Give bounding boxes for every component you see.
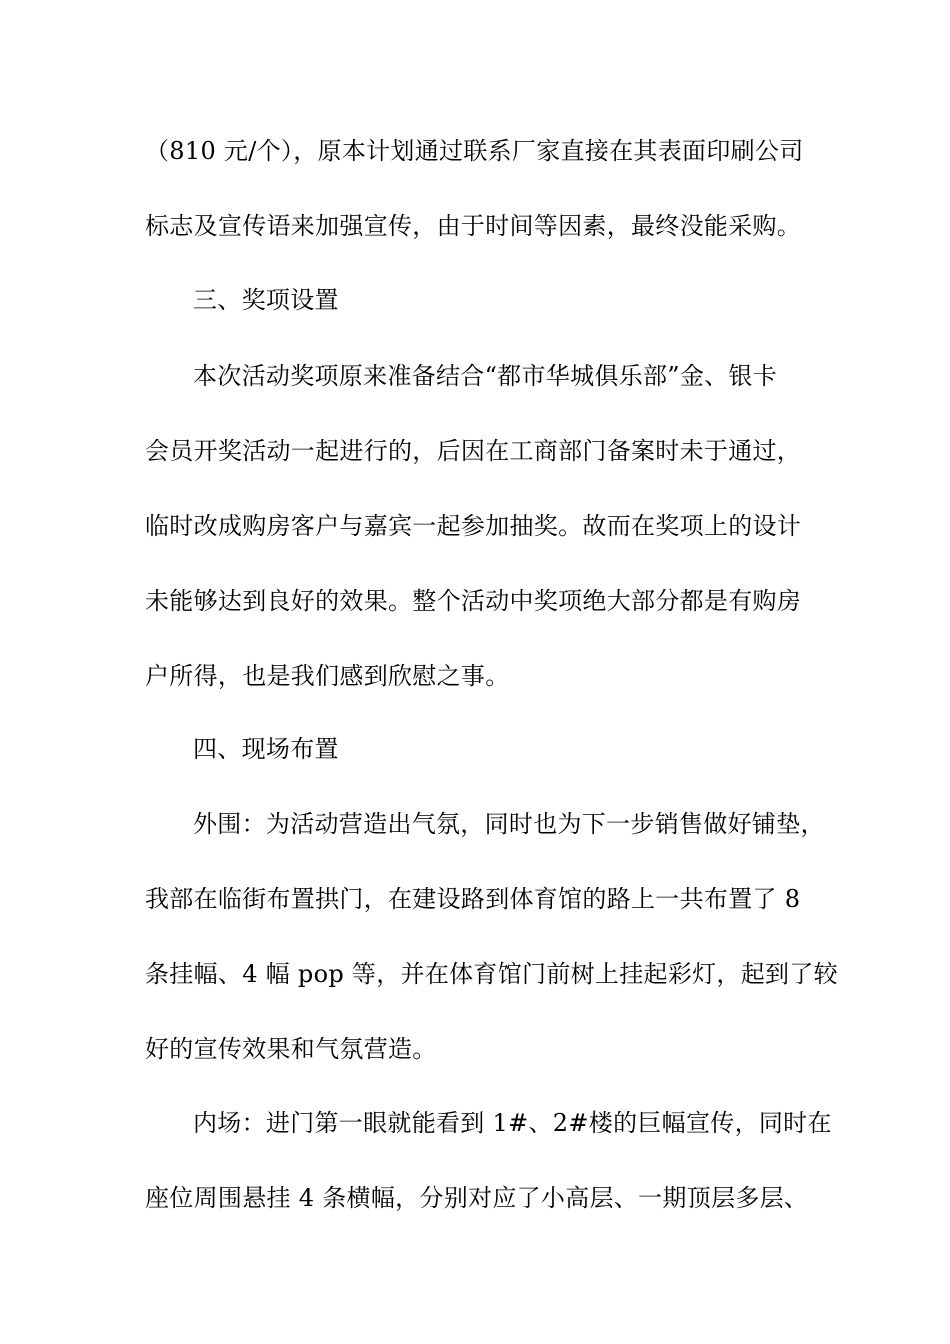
section-heading-awards: 三、奖项设置 xyxy=(193,286,339,314)
text-line: 好的宣传效果和气氛营造。 xyxy=(145,1035,437,1063)
text-line: 条挂幅、4 幅 pop 等，并在体育馆门前树上挂起彩灯，起到了较 xyxy=(145,960,838,988)
text-line: 会员开奖活动一起进行的，后因在工商部门备案时未于通过， xyxy=(145,437,802,465)
text-line: 内场：进门第一眼就能看到 1#、2#楼的巨幅宣传，同时在 xyxy=(193,1109,832,1137)
text-line: 户所得，也是我们感到欣慰之事。 xyxy=(145,662,510,690)
text-line: 外围：为活动营造出气氛，同时也为下一步销售做好铺垫， xyxy=(193,810,825,838)
section-heading-venue: 四、现场布置 xyxy=(193,735,339,763)
text-line: 我部在临街布置拱门，在建设路到体育馆的路上一共布置了 8 xyxy=(145,885,801,913)
text-line: 本次活动奖项原来准备结合“都市华城俱乐部”金、银卡 xyxy=(193,362,778,390)
text-line: 未能够达到良好的效果。整个活动中奖项绝大部分都是有购房 xyxy=(145,587,802,615)
text-line: （810 元/个），原本计划通过联系厂家直接在其表面印刷公司 xyxy=(145,137,804,165)
text-line: 标志及宣传语来加强宣传，由于时间等因素，最终没能采购。 xyxy=(145,212,802,240)
text-line: 座位周围悬挂 4 条横幅，分别对应了小高层、一期顶层多层、 xyxy=(145,1184,809,1212)
text-line: 临时改成购房客户与嘉宾一起参加抽奖。故而在奖项上的设计 xyxy=(145,512,802,540)
